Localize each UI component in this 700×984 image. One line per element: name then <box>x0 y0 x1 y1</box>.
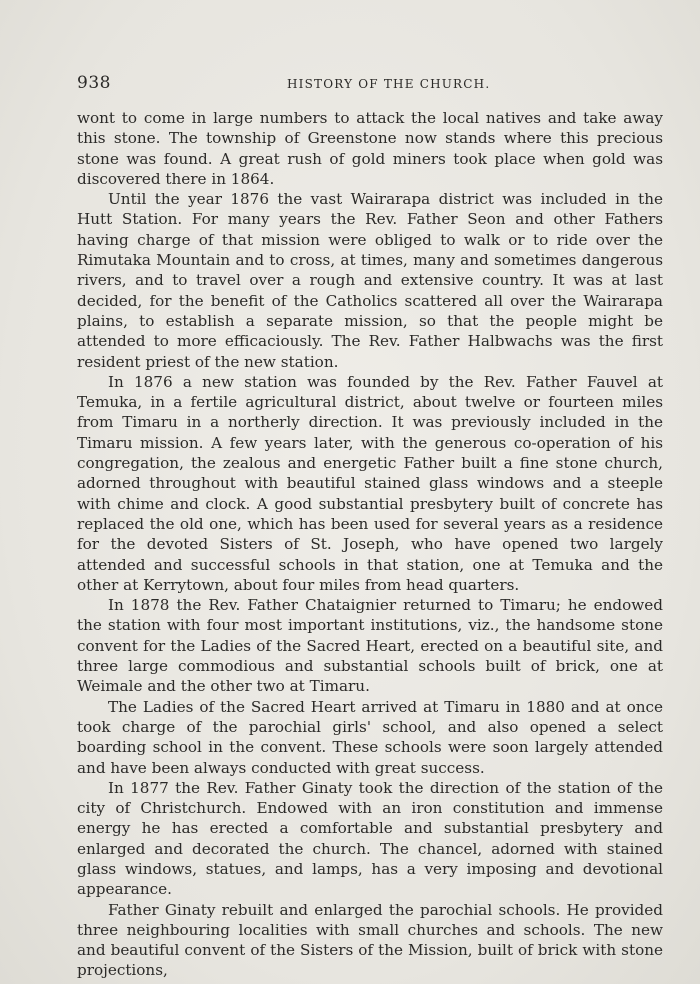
body-text <box>77 108 663 981</box>
paragraph-temuka: In 1876 a new station was founded by the Rev. Father Fauvel at Temuka, in a fertile agricultural district, about twelve or fourteen miles from Timaru in a northerly direction. It was previously included in the Timaru mission. A few years later, with the generous co-operation of his congregation, the zealous and energetic Father built a fine stone church, adorned throughout with beautiful stained glass windows and a steeple with chime and clock. A good substantial presbytery built of concrete has replaced the old one, which has been used for several years as a residence for the devoted Sisters of St. Joseph, who have opened two largely attended and successful schools in that station, one at Temuka and the other at Kerrytown, about four miles from head quarters. <box>77 372 663 594</box>
paragraph-christchurch: In 1877 the Rev. Father Ginaty took the direction of the station of the city of Christchurch. Endowed with an iron constitution and immense energy he has erected a comfortable and substantial presbytery and enlarged and decorated the church. The chancel, adorned with stained glass windows, statues, and lamps, has a very imposing and devotional appearance. <box>77 778 663 899</box>
paragraph-wairarapa: Until the year 1876 the vast Wairarapa district was included in the Hutt Station. For many years the Rev. Father Seon and other Fathers having charge of that mission were obliged to walk or to ride over the Rimutaka Mountain and to cross, at times, many and sometimes dangerous rivers, and to travel over a rough and extensive country. It was at last decided, for the benefit of the Catholics scattered all over the Wairarapa plains, to establish a separate mission, so that the people might be attended to more efficaciously. The Rev. Father Halbwachs was the first resident priest of the new station. <box>77 190 663 371</box>
paragraph-timaru: In 1878 the Rev. Father Chataignier returned to Timaru; he endowed the station with four most important institutions, viz., the handsome stone convent for the Ladies of the Sacred Heart, erected on a beautiful site, and three large commodious and substantial schools built of brick, one at Weimale and the other two at Timaru. <box>77 596 663 696</box>
paragraph-continuation: wont to come in large numbers to attack the local natives and take away this stone. The township of Greenstone now stands where this precious stone was found. A great rush of gold miners took place when gold was discovered there in 1864. <box>77 109 663 188</box>
paragraph-schools: Father Ginaty rebuilt and enlarged the parochial schools. He provided three neighbouring localities with small churches and schools. The new and beautiful convent of the Sisters of the Mission, built of brick with stone projections, <box>77 900 663 980</box>
running-head <box>77 73 663 95</box>
paragraph-sacred-heart: The Ladies of the Sacred Heart arrived at Timaru in 1880 and at once took charge of the parochial girls' school, and also opened a select boarding school in the convent. These schools were soon largely attended and have been always conducted with great success. <box>77 697 663 777</box>
running-title: HISTORY OF THE CHURCH. <box>287 77 491 91</box>
page-number: 938 <box>77 73 111 93</box>
